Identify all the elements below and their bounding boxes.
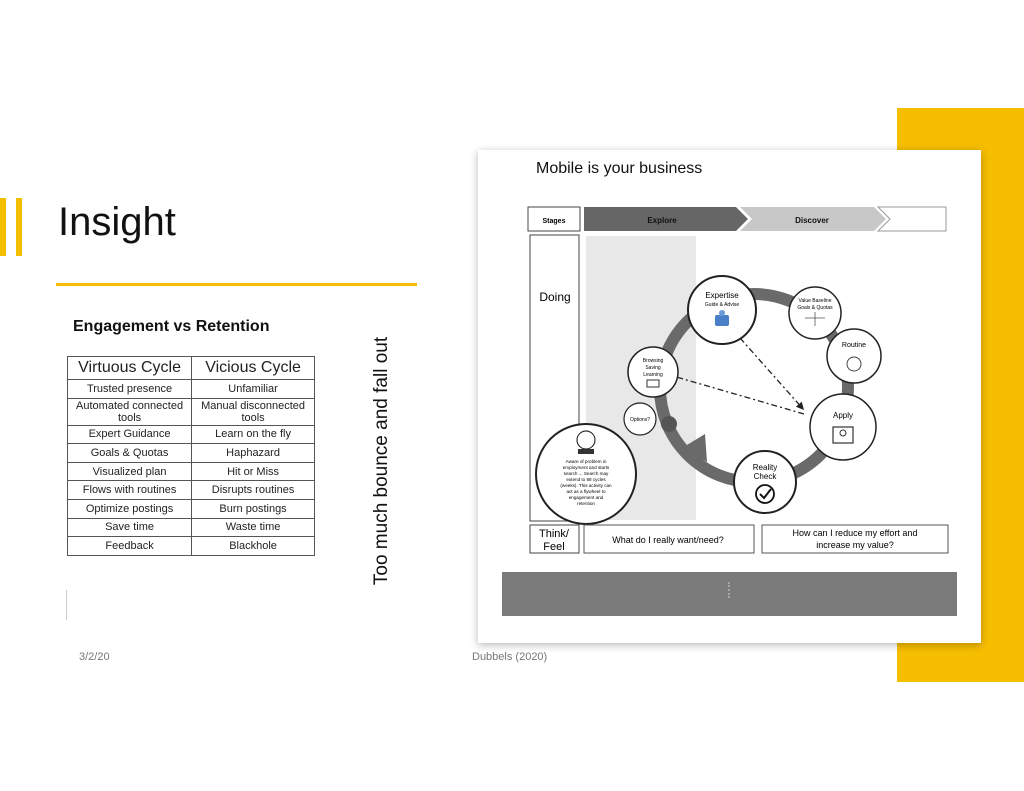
diagram-title: Mobile is your business: [536, 160, 703, 177]
table-subtitle: Engagement vs Retention: [73, 318, 270, 335]
table-cell: Unfamiliar: [192, 380, 315, 399]
aware-text-3: search ... Search may: [563, 471, 609, 476]
doing-label: Doing: [539, 290, 571, 304]
table-cell: Goals & Quotas: [68, 444, 192, 463]
reality-check-label-1: Reality: [752, 463, 778, 472]
expertise-sub: Guide & Advise: [704, 302, 740, 308]
think-box-2-line-1: How can I reduce my effort and: [792, 528, 918, 538]
aware-text-7: engagement and: [568, 495, 604, 500]
vertical-note: Too much bounce and fall out: [371, 336, 392, 586]
think-label: Think/: [539, 528, 569, 540]
table-cell: Feedback: [68, 537, 192, 556]
header-vicious: Vicious Cycle: [192, 357, 315, 380]
routine-node: [827, 329, 881, 383]
feel-label: Feel: [543, 541, 565, 553]
table-cell: Manual disconnected tools: [192, 398, 315, 425]
reality-check-label-2: Check: [753, 472, 777, 481]
routine-label: Routine: [841, 342, 867, 349]
options-label: Options?: [629, 417, 651, 423]
table-cell: Learn on the fly: [192, 425, 315, 444]
table-cell: Blackhole: [192, 537, 315, 556]
header-virtuous: Virtuous Cycle: [68, 357, 192, 380]
table-cell: Automated connected tools: [68, 398, 192, 425]
table-cell: Visualized plan: [68, 462, 192, 481]
table-cell: Burn postings: [192, 499, 315, 518]
dashed-arrow-1: [740, 338, 804, 410]
aware-text-5: (weeks). This activity can: [560, 483, 612, 488]
aware-text-6: act as a flywheel to: [566, 489, 606, 494]
value-baseline-label: Value Baseline: [798, 298, 832, 304]
table-cell: Optimize postings: [68, 499, 192, 518]
think-box-1-text: What do I really want/need?: [612, 535, 724, 545]
robot-icon: [715, 315, 729, 326]
value-baseline-sub: Goals & Quotas: [797, 305, 833, 311]
aware-text-2: employment and starts: [562, 465, 610, 470]
table-cell: Waste time: [192, 518, 315, 537]
explore-label: Explore: [647, 216, 677, 225]
think-box-2-line-2: increase my value?: [816, 540, 894, 550]
browsing-label-1: Browsing: [642, 358, 664, 364]
table-cell: Save time: [68, 518, 192, 537]
gray-bar-mark: [728, 582, 732, 598]
next-chevron: [878, 207, 946, 231]
stages-label: Stages: [542, 218, 566, 225]
slide-date: 3/2/20: [79, 651, 110, 663]
apply-label: Apply: [832, 411, 854, 420]
slide-citation: Dubbels (2020): [472, 651, 548, 663]
slide-title: Insight: [58, 200, 176, 244]
table-cell: Haphazard: [192, 444, 315, 463]
table-cell: Flows with routines: [68, 481, 192, 500]
table-cell: Trusted presence: [68, 380, 192, 399]
browsing-label-3: Learning: [643, 372, 663, 378]
aware-text-1: Aware of problem in: [565, 459, 607, 464]
aware-text-4: extend to 88 cycles: [566, 477, 606, 482]
table-cell: Expert Guidance: [68, 425, 192, 444]
browsing-label-2: Saving: [645, 365, 661, 371]
discover-label: Discover: [795, 216, 829, 225]
table-cell: Hit or Miss: [192, 462, 315, 481]
options-dot: [661, 416, 677, 432]
table-cell: Disrupts routines: [192, 481, 315, 500]
expertise-label: Expertise: [705, 291, 739, 300]
aware-text-8: retention: [577, 501, 595, 506]
